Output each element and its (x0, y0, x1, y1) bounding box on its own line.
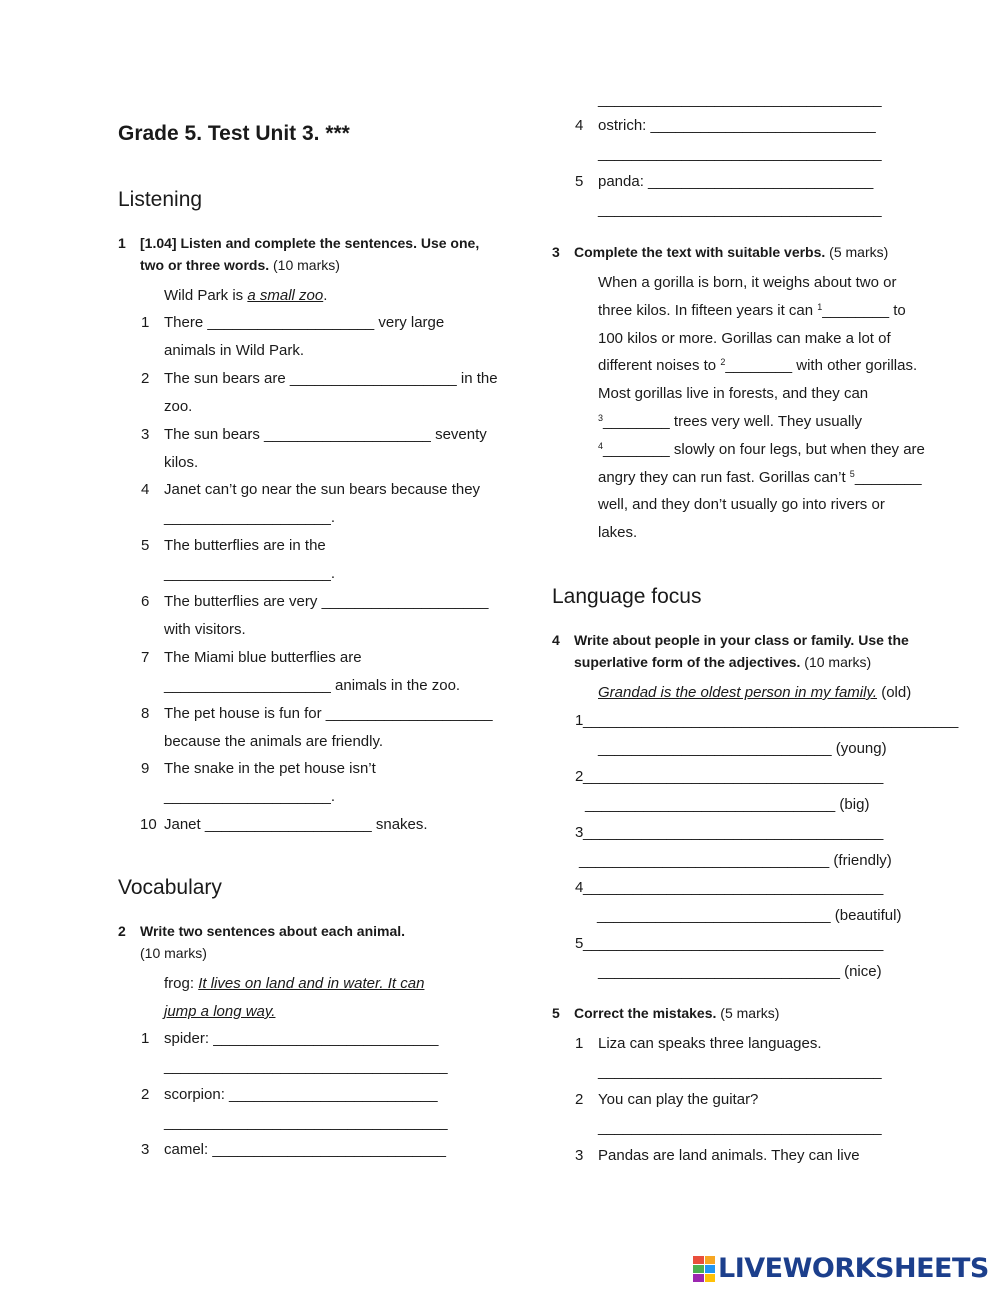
example-prefix: Wild Park is (164, 287, 248, 304)
instruction-text: two or three words. (140, 257, 270, 273)
answer-line[interactable]: ____________________________________ (583, 767, 884, 785)
item-line[interactable]: scorpion: _________________________ (164, 1086, 438, 1103)
item-line-cont[interactable]: animals in Wild Park. (164, 342, 305, 359)
answer-line[interactable]: __________________________________ (598, 1118, 882, 1136)
item-line[interactable]: The sun bears ____________________ seventy (164, 425, 487, 443)
text-segment: lakes. (598, 524, 638, 542)
example-prefix: frog: (164, 975, 199, 992)
text-line (598, 412, 862, 432)
item-line[interactable]: spider: ___________________________ (164, 1030, 439, 1047)
gap-number: 4 (598, 440, 604, 451)
answer-line[interactable]: ____________________________________ (583, 879, 884, 897)
item-line[interactable]: The butterflies are in the (164, 537, 326, 555)
gap-blank[interactable]: ________ to (822, 301, 906, 319)
example-sentence (164, 974, 424, 994)
answer-line[interactable]: __________________________________ (598, 1063, 882, 1080)
item-number: 4 (575, 879, 584, 897)
question-instruction: [1.04] Listen and complete the sentences. Use one, (140, 235, 480, 251)
item-line[interactable]: The sun bears are ____________________ in the (164, 369, 498, 387)
item-number: 2 (575, 1090, 584, 1108)
item-number: 3 (575, 823, 584, 841)
page-title: Grade 5. Test Unit 3. *** (118, 122, 350, 145)
item-number: 9 (141, 760, 150, 778)
text-segment: different noises to (598, 357, 721, 375)
answer-line[interactable]: _____________________________________________ (583, 712, 959, 729)
item-number: 2 (575, 767, 584, 785)
item-line[interactable]: The snake in the pet house isn’t (164, 760, 376, 778)
answer-line-with-hint[interactable]: ______________________________ (big) (585, 795, 870, 813)
item-line-cont[interactable]: ____________________ animals in the zoo. (164, 676, 461, 694)
text-segment: angry they can run fast. Gorillas can’t (598, 468, 850, 486)
instruction-text: superlative form of the adjectives. (574, 654, 801, 670)
question-instruction: Write about people in your class or family. Use the (574, 632, 909, 648)
gap-number: 3 (598, 413, 604, 423)
item-sentence: You can play the guitar? (598, 1090, 759, 1108)
answer-line[interactable]: __________________________________ (598, 145, 882, 162)
question-number: 2 (118, 923, 126, 939)
item-number: 1 (575, 712, 584, 729)
instruction-text: Correct the mistakes. (574, 1005, 717, 1021)
item-number: 5 (575, 173, 584, 190)
answer-line-with-hint[interactable]: ____________________________ (young) (598, 740, 887, 757)
item-line-cont[interactable]: ____________________. (164, 788, 336, 806)
question-instruction-cont (574, 652, 871, 672)
answer-line-with-hint[interactable]: _____________________________ (nice) (598, 963, 882, 981)
example-answer: Grandad is the oldest person in my family. (598, 684, 878, 701)
liveworksheets-logo (693, 1253, 989, 1285)
gap-number: 1 (817, 301, 823, 312)
text-segment: 100 kilos or more. Gorillas can make a lot of (598, 329, 891, 347)
item-number: 1 (141, 314, 150, 331)
answer-line-with-hint[interactable]: ____________________________ (beautiful) (597, 907, 902, 925)
item-line[interactable]: There ____________________ very large (164, 314, 445, 331)
item-line[interactable]: Janet ____________________ snakes. (164, 816, 428, 834)
answer-line[interactable]: __________________________________ (598, 201, 882, 218)
marks-label: (5 marks) (829, 244, 889, 260)
item-number: 7 (141, 648, 150, 666)
section-heading-vocabulary: Vocabulary (118, 876, 222, 899)
example-answer: a small zoo (247, 287, 324, 304)
gap-blank[interactable]: ________ (854, 468, 922, 486)
text-line (598, 440, 925, 460)
question-instruction (574, 242, 888, 262)
item-number: 3 (141, 425, 150, 443)
text-segment: well, and they don’t usually go into rivers or (598, 496, 885, 514)
example-sentence (164, 286, 327, 306)
text-line (598, 495, 885, 515)
section-heading-language-focus: Language focus (552, 585, 702, 608)
question-instruction (574, 1003, 779, 1023)
gap-blank[interactable]: ________ with other gorillas. (725, 357, 918, 375)
question-number: 1 (118, 235, 126, 251)
item-number: 1 (141, 1030, 150, 1047)
item-sentence: Pandas are land animals. They can live (598, 1146, 860, 1164)
logo-text: LIVEWORKSHEETS (718, 1253, 989, 1284)
item-line-cont[interactable]: ____________________. (164, 565, 336, 583)
question-number: 5 (552, 1005, 560, 1021)
marks-label-wrap (140, 943, 207, 963)
gap-blank[interactable]: ________ trees very well. They usually (603, 413, 863, 430)
text-line (598, 356, 917, 376)
item-line-cont[interactable]: because the animals are friendly. (164, 732, 384, 750)
gap-number: 5 (849, 468, 855, 479)
example-sentence (598, 683, 911, 703)
text-line (598, 273, 896, 293)
text-line (598, 301, 906, 321)
item-number: 3 (141, 1141, 150, 1158)
marks-label: (10 marks) (273, 257, 340, 273)
answer-line[interactable]: __________________________________ (164, 1114, 448, 1131)
text-line (598, 468, 922, 488)
item-line-cont[interactable]: zoo. (164, 397, 193, 415)
answer-line[interactable]: __________________________________ (598, 91, 882, 108)
question-instruction: Write two sentences about each animal. (140, 923, 406, 939)
marks-label: (10 marks) (804, 654, 872, 670)
item-number: 2 (141, 1086, 150, 1103)
item-line[interactable]: panda: ___________________________ (598, 173, 874, 190)
text-segment: three kilos. In fifteen years it can (598, 301, 818, 319)
section-heading-listening: Listening (118, 188, 203, 211)
example-suffix: . (323, 287, 328, 304)
item-number: 10 (140, 816, 157, 834)
item-line[interactable]: The Miami blue butterflies are (164, 648, 362, 666)
example-answer: It lives on land and in water. It can (198, 975, 425, 992)
item-number: 8 (141, 704, 150, 722)
example-sentence-cont (164, 1002, 275, 1022)
text-line (598, 329, 891, 349)
item-number: 5 (575, 935, 584, 953)
answer-line-with-hint[interactable]: ______________________________ (friendly) (579, 851, 892, 869)
answer-line[interactable]: ____________________________________ (583, 823, 884, 841)
instruction-text: Complete the text with suitable verbs. (574, 244, 826, 260)
item-line[interactable]: ostrich: ___________________________ (598, 117, 876, 134)
item-sentence: Liza can speaks three languages. (598, 1035, 822, 1052)
text-line (598, 384, 868, 404)
answer-line[interactable]: ____________________________________ (583, 935, 884, 953)
item-number: 1 (575, 1035, 584, 1052)
marks-label: (5 marks) (720, 1005, 780, 1021)
item-number: 2 (141, 369, 150, 387)
item-number: 5 (141, 537, 150, 555)
item-number: 6 (141, 593, 150, 610)
question-number: 3 (552, 244, 560, 260)
item-line[interactable]: The pet house is fun for ____________________ (164, 704, 493, 722)
item-line-cont[interactable]: kilos. (164, 453, 199, 471)
item-number: 4 (141, 481, 150, 499)
item-line[interactable]: camel: ____________________________ (164, 1141, 446, 1158)
gap-blank[interactable]: ________ slowly on four legs, but when they are (603, 440, 925, 458)
gap-number: 2 (720, 357, 726, 368)
question-number: 4 (552, 632, 560, 648)
marks-label: (10 marks) (140, 945, 207, 961)
example-answer: jump a long way. (164, 1003, 276, 1020)
item-number: 3 (575, 1146, 584, 1164)
question-instruction-cont (140, 255, 340, 275)
answer-line[interactable]: __________________________________ (164, 1058, 448, 1075)
item-line-cont[interactable]: ____________________. (164, 509, 336, 527)
text-line (598, 523, 637, 543)
item-line-cont[interactable]: with visitors. (164, 621, 246, 638)
logo-grid-icon (693, 1256, 715, 1282)
item-line[interactable]: The butterflies are very ____________________ (164, 593, 489, 610)
item-line[interactable]: Janet can’t go near the sun bears because they (164, 481, 481, 499)
text-segment: Most gorillas live in forests, and they can (598, 385, 869, 403)
example-hint: (old) (877, 684, 912, 701)
item-number: 4 (575, 117, 584, 134)
text-segment: When a gorilla is born, it weighs about two or (598, 274, 897, 291)
